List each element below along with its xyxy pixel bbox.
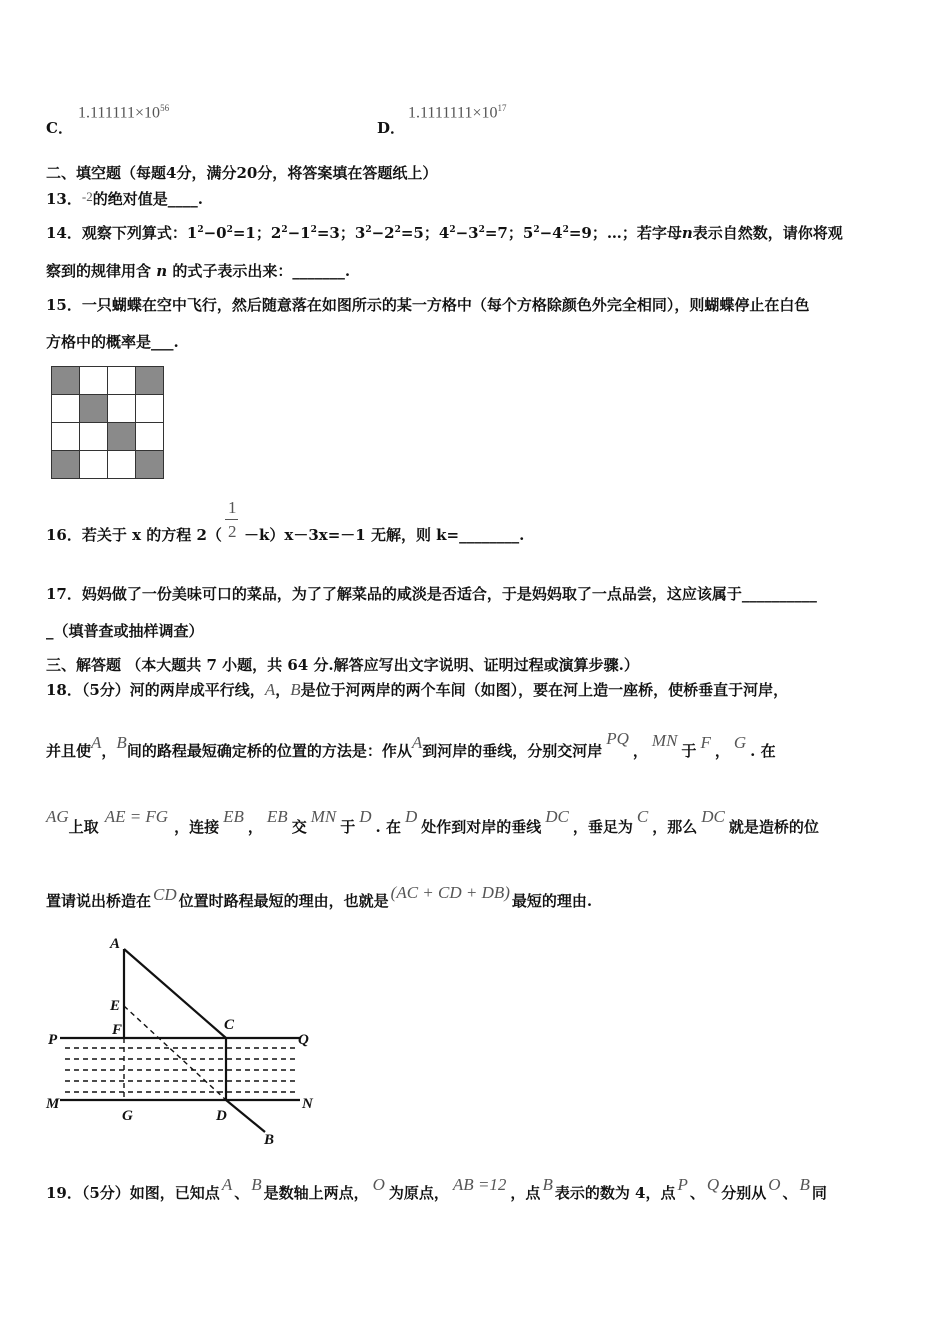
- q15-line1: 15．一只蝴蝶在空中飞行，然后随意落在如图所示的某一方格中（每个方格除颜色外完全相同），则蝴蝶停止在白色: [46, 296, 810, 314]
- segment-DB: [226, 1100, 265, 1132]
- q18-line4: 置请说出桥造在 CD 位置时路程最短的理由，也就是 (AC + CD + DB) 最短的理由.: [46, 883, 593, 910]
- q14-line2: 察到的规律用含 n 的式子表示出来：_______.: [46, 262, 351, 280]
- q16-suffix: －k）x－3x=－1 无解，则 k=________.: [244, 526, 525, 544]
- fig-label-F: F: [112, 1022, 123, 1038]
- fraction-denominator: 2: [228, 522, 237, 541]
- segment-AC: [124, 949, 226, 1038]
- q15-line2: 方格中的概率是___.: [46, 333, 179, 351]
- q18-line1: 18．（5分）河的两岸成平行线，A，B是位于河两岸的两个车间（如图），要在河上造一座桥，使桥垂直于河岸，: [46, 680, 789, 699]
- fig-label-B: B: [264, 1132, 275, 1148]
- checker-grid: [51, 366, 164, 479]
- section2-heading: 二、填空题（每题4分，满分20分，将答案填在答题纸上）: [46, 164, 438, 182]
- fraction-bar: [225, 519, 238, 520]
- fig-label-N: N: [302, 1096, 313, 1112]
- fig-label-P: P: [48, 1032, 58, 1048]
- segment-ED: [124, 1006, 226, 1100]
- fig-label-G: G: [122, 1108, 133, 1124]
- option-c-label: C．: [46, 119, 73, 137]
- fig-label-C: C: [224, 1017, 235, 1033]
- q19-line1: 19．（5分）如图，已知点 A 、 B 是数轴上两点， O 为原点， AB =12 ，点 B 表示的数为 4，点 P 、 Q 分别从 O 、 B 同: [46, 1175, 827, 1202]
- fig-label-E: E: [110, 998, 121, 1014]
- fraction-numerator: 1: [228, 498, 237, 517]
- q18-line2: 并且使A，B间的路程最短确定桥的位置的方法是：作从A到河岸的垂线，分别交河岸PQ，MN于 F ， G . 在: [46, 729, 776, 760]
- option-d-label: D．: [377, 119, 406, 137]
- option-c-value: $1.111111\times 10^{56}$: [78, 103, 170, 122]
- option-d-value: $1.1111111\times 10^{17}$: [408, 103, 507, 122]
- fig-label-D: D: [216, 1108, 227, 1124]
- q13: 13．-2的绝对值是____.: [46, 189, 203, 208]
- q14-line1: 14．观察下列算式：$1^2-0^2=1$；$2^2-1^2=3$；$3^2-2^2=5$；$4^2-3^2=7$；$5^2-4^2=9$；…；若字母n表示自然数，请你将观: [46, 224, 843, 242]
- fig-label-A: A: [110, 936, 121, 952]
- fig-label-M: M: [46, 1096, 60, 1112]
- q17-line2: _（填普查或抽样调查）: [46, 622, 204, 640]
- section3-heading: 三、解答题 （本大题共 7 小题，共 64 分.解答应写出文字说明、证明过程或演算步骤.）: [46, 656, 639, 674]
- bridge-figure: [40, 932, 330, 1152]
- fig-label-Q: Q: [298, 1032, 309, 1048]
- q18-line3: AG上取AE = FG，连接EB，EB交MN于D. 在D处作到对岸的垂线DC，垂足为C，那么DC就是造桥的位: [46, 807, 819, 836]
- q17-line1: 17．妈妈做了一份美味可口的菜品，为了了解菜品的咸淡是否适合，于是妈妈取了一点品尝，这应该属于__________: [46, 585, 817, 603]
- q16-prefix: 16．若关于 x 的方程 2（: [46, 526, 222, 544]
